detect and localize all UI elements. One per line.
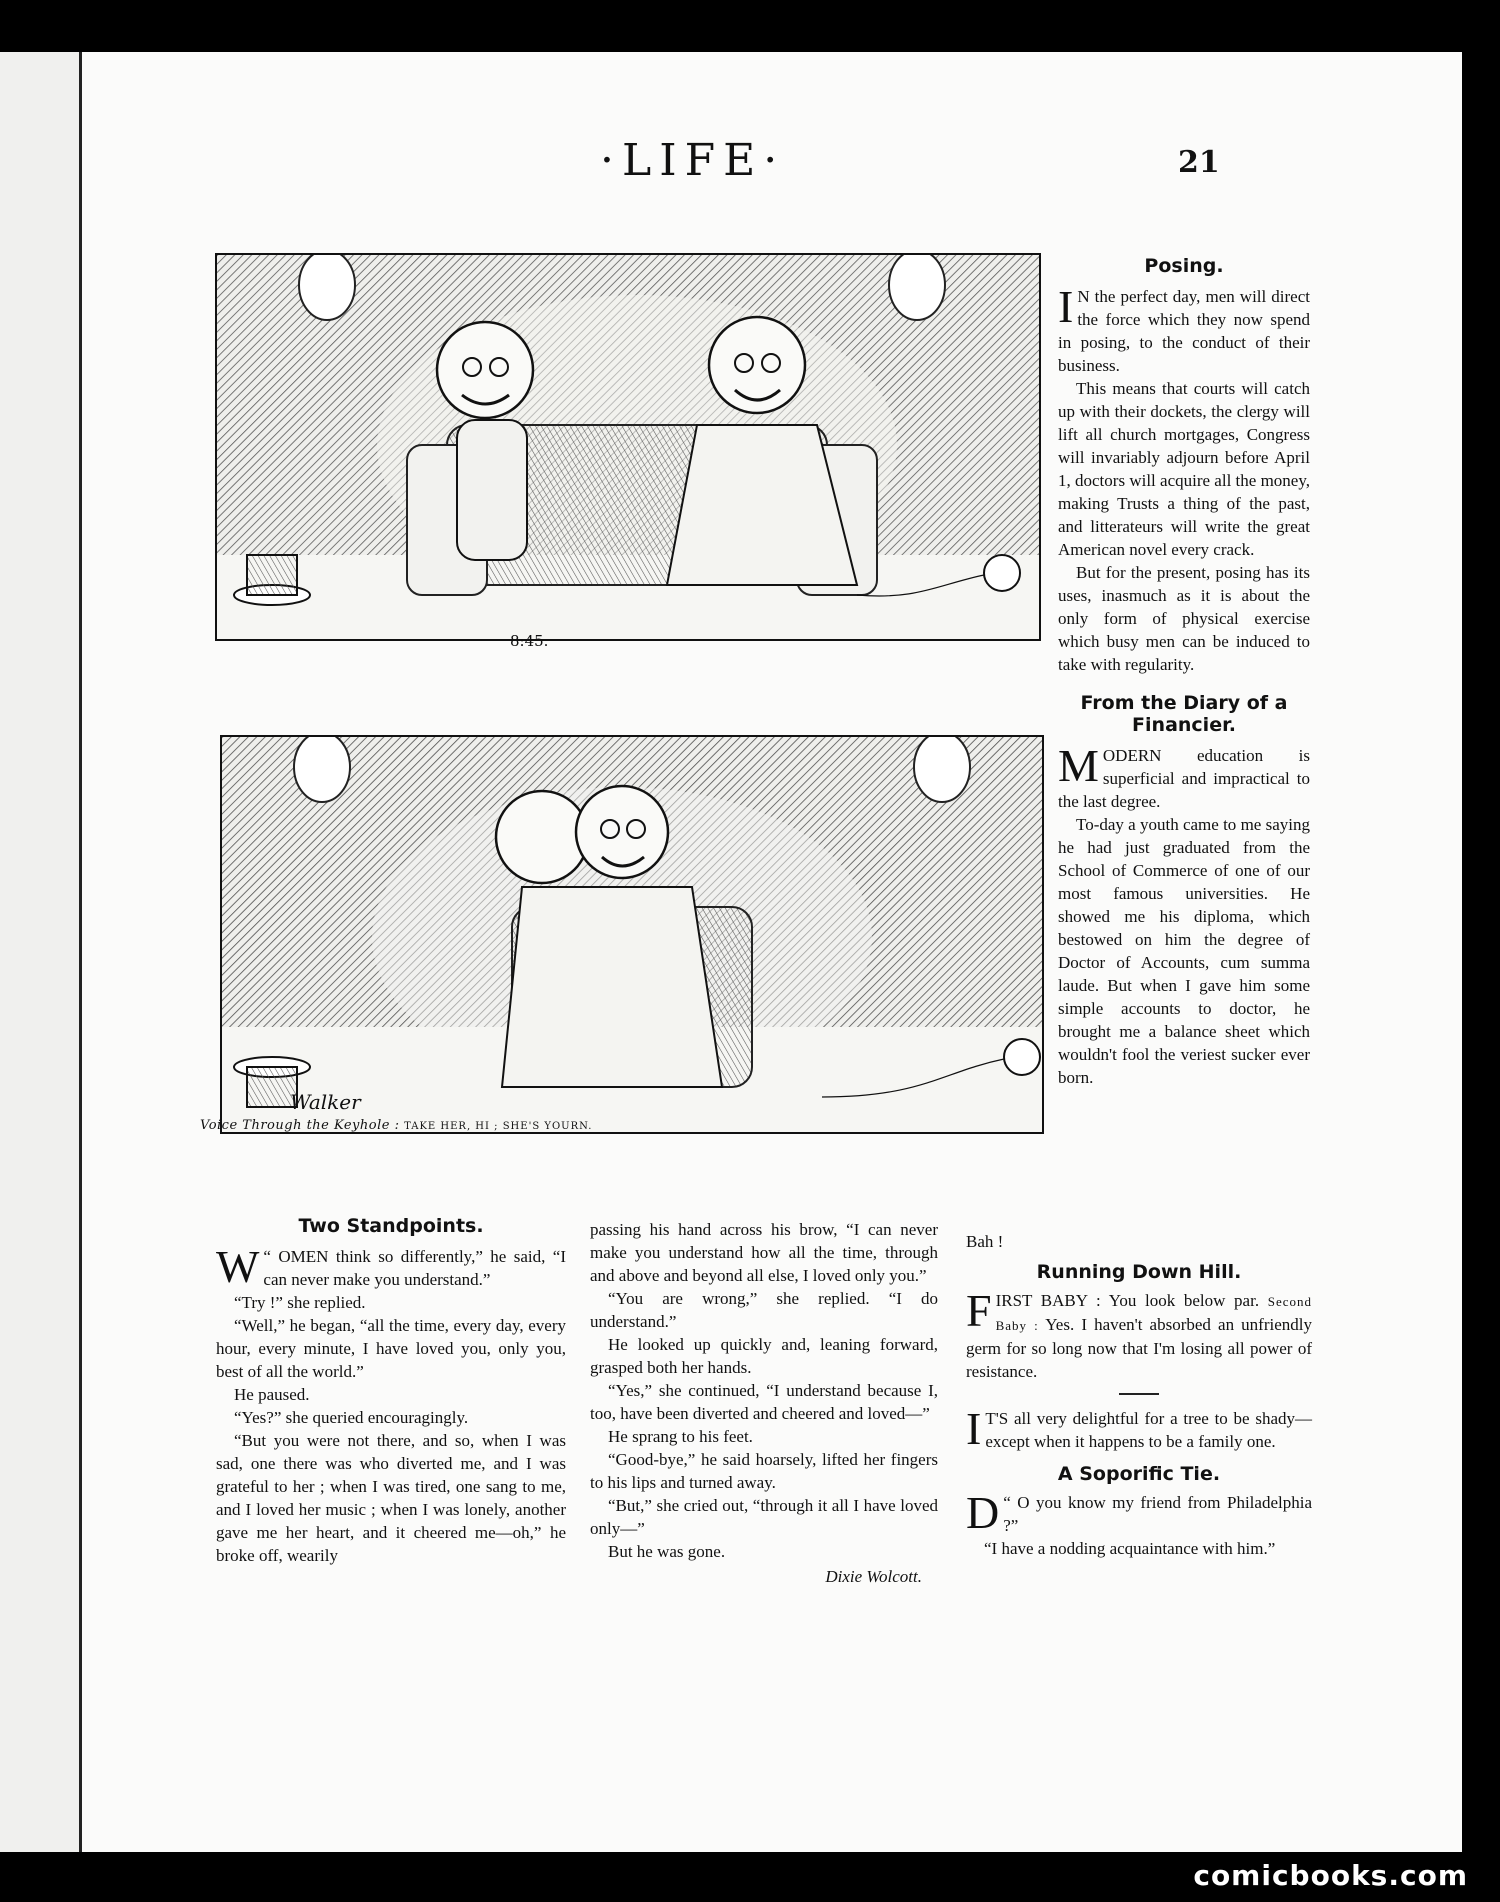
running-down-hill-body [966, 1285, 1313, 1383]
soporific-tie-title: A Soporific Tie. [1057, 1463, 1221, 1485]
ts-para-1: “ OMEN think so differently,” he said, “I can never make you understand.” [263, 1247, 566, 1289]
column-3 [966, 1230, 1312, 1560]
ts2-para-5: He sprang to his feet. [608, 1427, 753, 1446]
financier-body [1058, 740, 1310, 1089]
rdh-speaker-2: Second Baby : [995, 1294, 1313, 1333]
column-2 [590, 1218, 938, 1588]
two-standpoints-drop-cap: W [216, 1241, 260, 1292]
caption-quote: TAKE HER, HI ; SHE'S YOURN. [404, 1121, 593, 1132]
shady-drop-cap: I [966, 1403, 982, 1454]
financier-continued [966, 1230, 1312, 1253]
rdh-line-1: IRST BABY : You look below par. [995, 1291, 1260, 1310]
ts2-para-2: “You are wrong,” she replied. “I do understand.” [590, 1289, 938, 1331]
shady-tree-body [966, 1403, 1312, 1454]
posing-drop-cap: I [1058, 281, 1074, 332]
two-standpoints-body [216, 1241, 566, 1567]
financier-title: From the Diary of a Financier. [1080, 692, 1288, 736]
rdh-drop-cap: F [966, 1285, 992, 1336]
artist-signature: Walker [290, 1090, 361, 1114]
soporific-para-1: “ O you know my friend from Philadelphia ?” [1003, 1493, 1312, 1535]
posing-para-1: N the perfect day, men will direct the force which they now spend in posing, to the conduct of their business. [1058, 287, 1310, 375]
ts2-para-3: He looked up quickly and, leaning forward, grasped both her hands. [590, 1335, 938, 1377]
ts-para-2: “Try !” she replied. [234, 1293, 366, 1312]
ts-para-6: “But you were not there, and so, when I was sad, one there was who diverted me, and I was grateful to her ; when I was tired, one sang to me, and I loved her music ; when I was lonely, another gave me her heart, and it cheered me—oh,” he broke off, wearily [216, 1431, 566, 1565]
soporific-drop-cap: D [966, 1487, 1000, 1538]
posing-title: Posing. [1144, 255, 1224, 277]
financier-para-1: ODERN education is superficial and impractical to the last degree. [1058, 746, 1310, 811]
illustration-panel-bottom [220, 735, 1044, 1134]
watermark: comicbooks.com [1193, 1859, 1468, 1892]
left-page-gutter [0, 52, 82, 1852]
soporific-tie-body [966, 1487, 1312, 1560]
soporific-para-2: “I have a nodding acquaintance with him.” [984, 1539, 1276, 1558]
financier-bah: Bah ! [966, 1232, 1004, 1251]
posing-para-2: This means that courts will catch up with their dockets, the clergy will lift all church mortgages, Congress will invariably adjourn before April 1, doctors will acquire all the money, making Trusts a thing of the past, and litterateurs will write the great American novel every crack. [1058, 379, 1310, 559]
right-column-upper [1058, 255, 1310, 1089]
ts2-para-1: passing his hand across his brow, “I can never make you understand how all the time, through and above and beyond all else, I loved only you.” [590, 1220, 938, 1285]
caption-voice-through-keyhole [200, 1118, 592, 1133]
financier-para-2: To-day a youth came to me saying he had just graduated from the School of Commerce of one of our most famous universities. He showed me his diploma, which bestowed on him the degree of Doctor of Accounts, cum summa laude. But when I gave him some simple accounts to doctor, he brought me a balance sheet which wouldn't fool the veriest sucker ever born. [1058, 815, 1310, 1087]
two-standpoints-continued [590, 1218, 938, 1588]
rdh-line-2: Yes. I haven't absorbed an unfriendly germ for so long now that I'm losing all power of resistance. [966, 1315, 1312, 1381]
masthead: ·LIFE· [600, 135, 786, 186]
shady-text: T'S all very delightful for a tree to be shady—except when it happens to be a family one. [985, 1409, 1312, 1451]
ts-para-5: “Yes?” she queried encouragingly. [234, 1408, 469, 1427]
posing-para-3: But for the present, posing has its uses, inasmuch as it is about the only form of physical exercise which busy men can be induced to take with regularity. [1058, 563, 1310, 674]
page-number: 21 [1178, 145, 1220, 180]
author-signature: Dixie Wolcott. [825, 1567, 922, 1586]
section-divider [1119, 1393, 1159, 1395]
posing-body [1058, 281, 1310, 676]
ts-para-3: “Well,” he began, “all the time, every day, every hour, every minute, I have loved you, only you, best of all the world.” [216, 1316, 566, 1381]
ts2-para-4: “Yes,” she continued, “I understand because I, too, have been diverted and cheered and loved—” [590, 1381, 938, 1423]
ts2-para-8: But he was gone. [608, 1542, 726, 1561]
ts-para-4: He paused. [234, 1385, 310, 1404]
ts2-para-7: “But,” she cried out, “through it all I have loved only—” [590, 1496, 938, 1538]
illustration-panel-top [215, 253, 1041, 641]
running-down-hill-title: Running Down Hill. [1036, 1261, 1242, 1283]
caption-speaker: Voice Through the Keyhole : [200, 1118, 400, 1133]
two-standpoints-title: Two Standpoints. [298, 1215, 484, 1237]
financier-drop-cap: M [1058, 740, 1099, 791]
column-1 [216, 1215, 566, 1567]
ts2-para-6: “Good-bye,” he said hoarsely, lifted her fingers to his lips and turned away. [590, 1450, 938, 1492]
caption-time: 8:45. [510, 632, 549, 650]
